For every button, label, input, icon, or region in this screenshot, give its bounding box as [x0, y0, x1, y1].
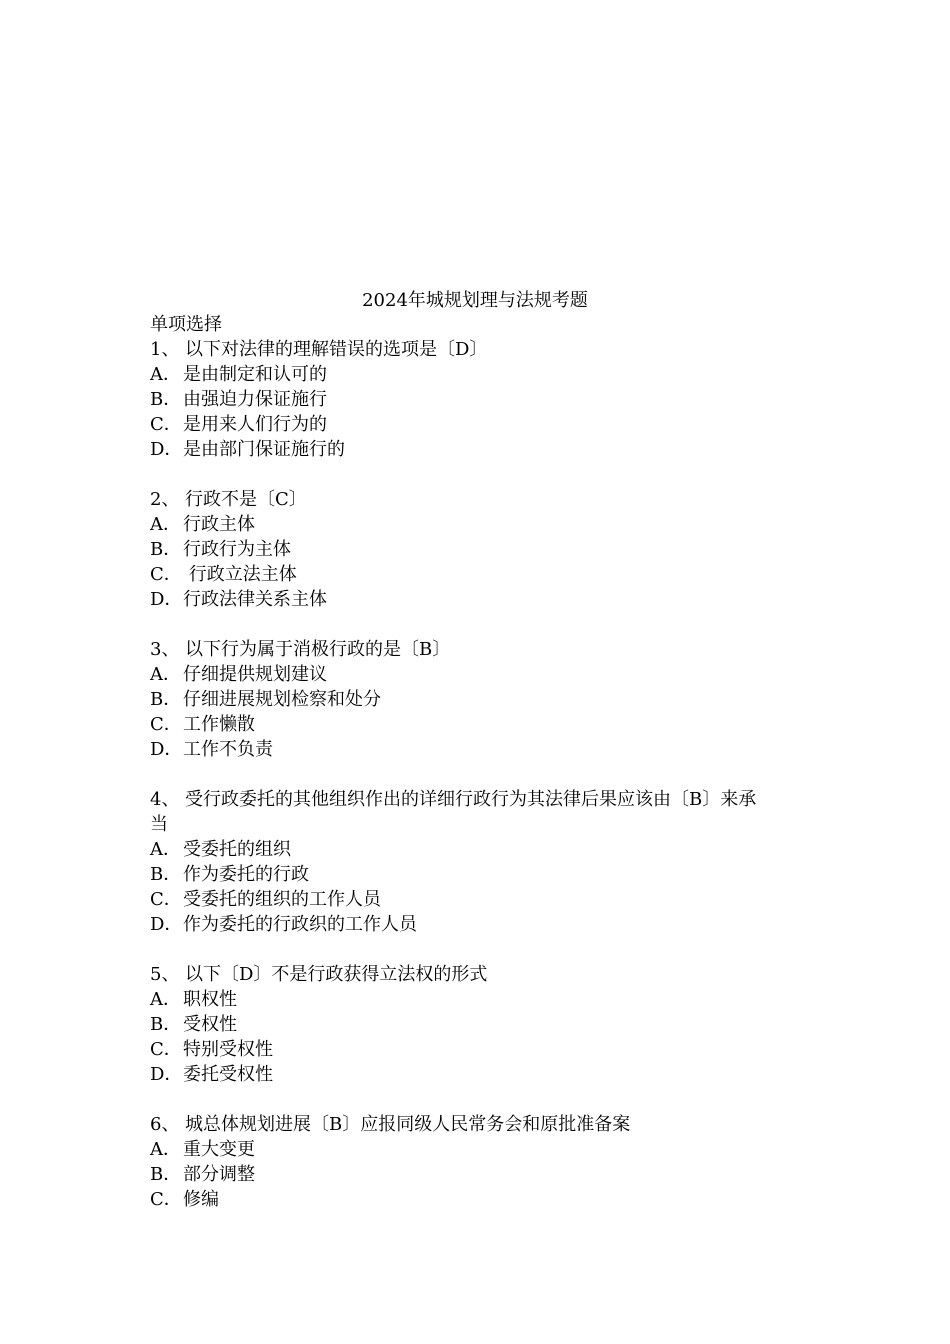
option-d: [150, 1062, 800, 1087]
option-letter: C．: [150, 564, 182, 585]
option-letter: C．: [150, 1039, 182, 1060]
option-c: [150, 712, 800, 737]
question-text: 城总体规划进展〔B〕应报同级人民常务会和原批准备案: [185, 1114, 631, 1135]
option-c: [150, 1037, 800, 1062]
question-6: [150, 1112, 800, 1212]
option-letter: A．: [150, 1139, 181, 1160]
option-a: [150, 1137, 800, 1162]
option-text: 行政法律关系主体: [183, 589, 327, 610]
option-d: [150, 437, 800, 462]
question-number: 4、: [150, 789, 180, 810]
option-letter: B．: [150, 539, 182, 560]
option-b: [150, 537, 800, 562]
question-number: 6、: [150, 1114, 180, 1135]
question-number: 2、: [150, 489, 180, 510]
question-stem: [150, 1112, 800, 1137]
option-text: 部分调整: [183, 1164, 255, 1185]
option-text: 是用来人们行为的: [183, 414, 327, 435]
question-text: 以下对法律的理解错误的选项是〔D〕: [185, 339, 488, 360]
option-d: [150, 587, 800, 612]
option-text: 工作不负责: [183, 739, 273, 760]
option-a: [150, 512, 800, 537]
option-letter: C．: [150, 414, 182, 435]
option-letter: B．: [150, 1164, 182, 1185]
question-1: [150, 337, 800, 462]
option-text: 仔细提供规划建议: [183, 664, 327, 685]
option-text: 工作懒散: [183, 714, 255, 735]
option-b: [150, 687, 800, 712]
option-letter: B．: [150, 1014, 182, 1035]
option-b: [150, 862, 800, 887]
option-a: [150, 987, 800, 1012]
option-a: [150, 362, 800, 387]
document-body: [150, 312, 800, 1212]
option-c: [150, 887, 800, 912]
option-letter: C．: [150, 889, 182, 910]
question-stem: [150, 637, 800, 662]
question-text: 以下行为属于消极行政的是〔B〕: [185, 639, 451, 660]
option-text: 受权性: [183, 1014, 237, 1035]
question-text: 以下〔D〕不是行政获得立法权的形式: [185, 964, 488, 985]
option-letter: A．: [150, 364, 181, 385]
question-number: 1、: [150, 339, 180, 360]
option-letter: A．: [150, 514, 181, 535]
option-text: 作为委托的行政织的工作人员: [183, 914, 417, 935]
option-letter: D．: [150, 739, 183, 760]
option-letter: D．: [150, 1064, 183, 1085]
option-text: 仔细进展规划检察和处分: [183, 689, 381, 710]
option-b: [150, 387, 800, 412]
question-stem: [150, 787, 800, 812]
option-d: [150, 912, 800, 937]
option-b: [150, 1162, 800, 1187]
option-letter: A．: [150, 664, 181, 685]
option-letter: A．: [150, 989, 181, 1010]
option-b: [150, 1012, 800, 1037]
option-letter: A．: [150, 839, 181, 860]
option-text: 特别受权性: [183, 1039, 273, 1060]
option-d: [150, 737, 800, 762]
option-text: 受委托的组织的工作人员: [183, 889, 381, 910]
option-text: 是由部门保证施行的: [183, 439, 345, 460]
option-text: 委托受权性: [183, 1064, 273, 1085]
question-3: [150, 637, 800, 762]
question-number: 3、: [150, 639, 180, 660]
option-letter: C．: [150, 714, 182, 735]
option-letter: B．: [150, 864, 182, 885]
option-letter: D．: [150, 439, 183, 460]
question-2: [150, 487, 800, 612]
option-text: 由强迫力保证施行: [183, 389, 327, 410]
question-stem: [150, 337, 800, 362]
option-text: 作为委托的行政: [183, 864, 309, 885]
question-text-continuation: 当: [150, 814, 168, 835]
question-stem: [150, 962, 800, 987]
section-heading: 单项选择: [150, 314, 222, 335]
option-text: 职权性: [183, 989, 237, 1010]
question-text: 受行政委托的其他组织作出的详细行政行为其法律后果应该由〔B〕来承: [185, 789, 757, 810]
option-text: 行政立法主体: [183, 564, 297, 585]
option-text: 重大变更: [183, 1139, 255, 1160]
option-letter: B．: [150, 389, 182, 410]
question-text: 行政不是〔C〕: [185, 489, 307, 510]
option-c: [150, 1187, 800, 1212]
option-letter: B．: [150, 689, 182, 710]
question-4: [150, 787, 800, 937]
option-text: 行政行为主体: [183, 539, 291, 560]
option-text: 是由制定和认可的: [183, 364, 327, 385]
option-text: 行政主体: [183, 514, 255, 535]
option-text: 受委托的组织: [183, 839, 291, 860]
option-letter: D．: [150, 589, 183, 610]
option-a: [150, 837, 800, 862]
option-letter: D．: [150, 914, 183, 935]
question-stem: [150, 487, 800, 512]
option-text: 修编: [183, 1189, 219, 1210]
option-c: [150, 562, 800, 587]
question-5: [150, 962, 800, 1087]
document-title: 2024年城规划理与法规考题: [362, 290, 588, 311]
question-number: 5、: [150, 964, 180, 985]
option-letter: C．: [150, 1189, 182, 1210]
option-a: [150, 662, 800, 687]
option-c: [150, 412, 800, 437]
